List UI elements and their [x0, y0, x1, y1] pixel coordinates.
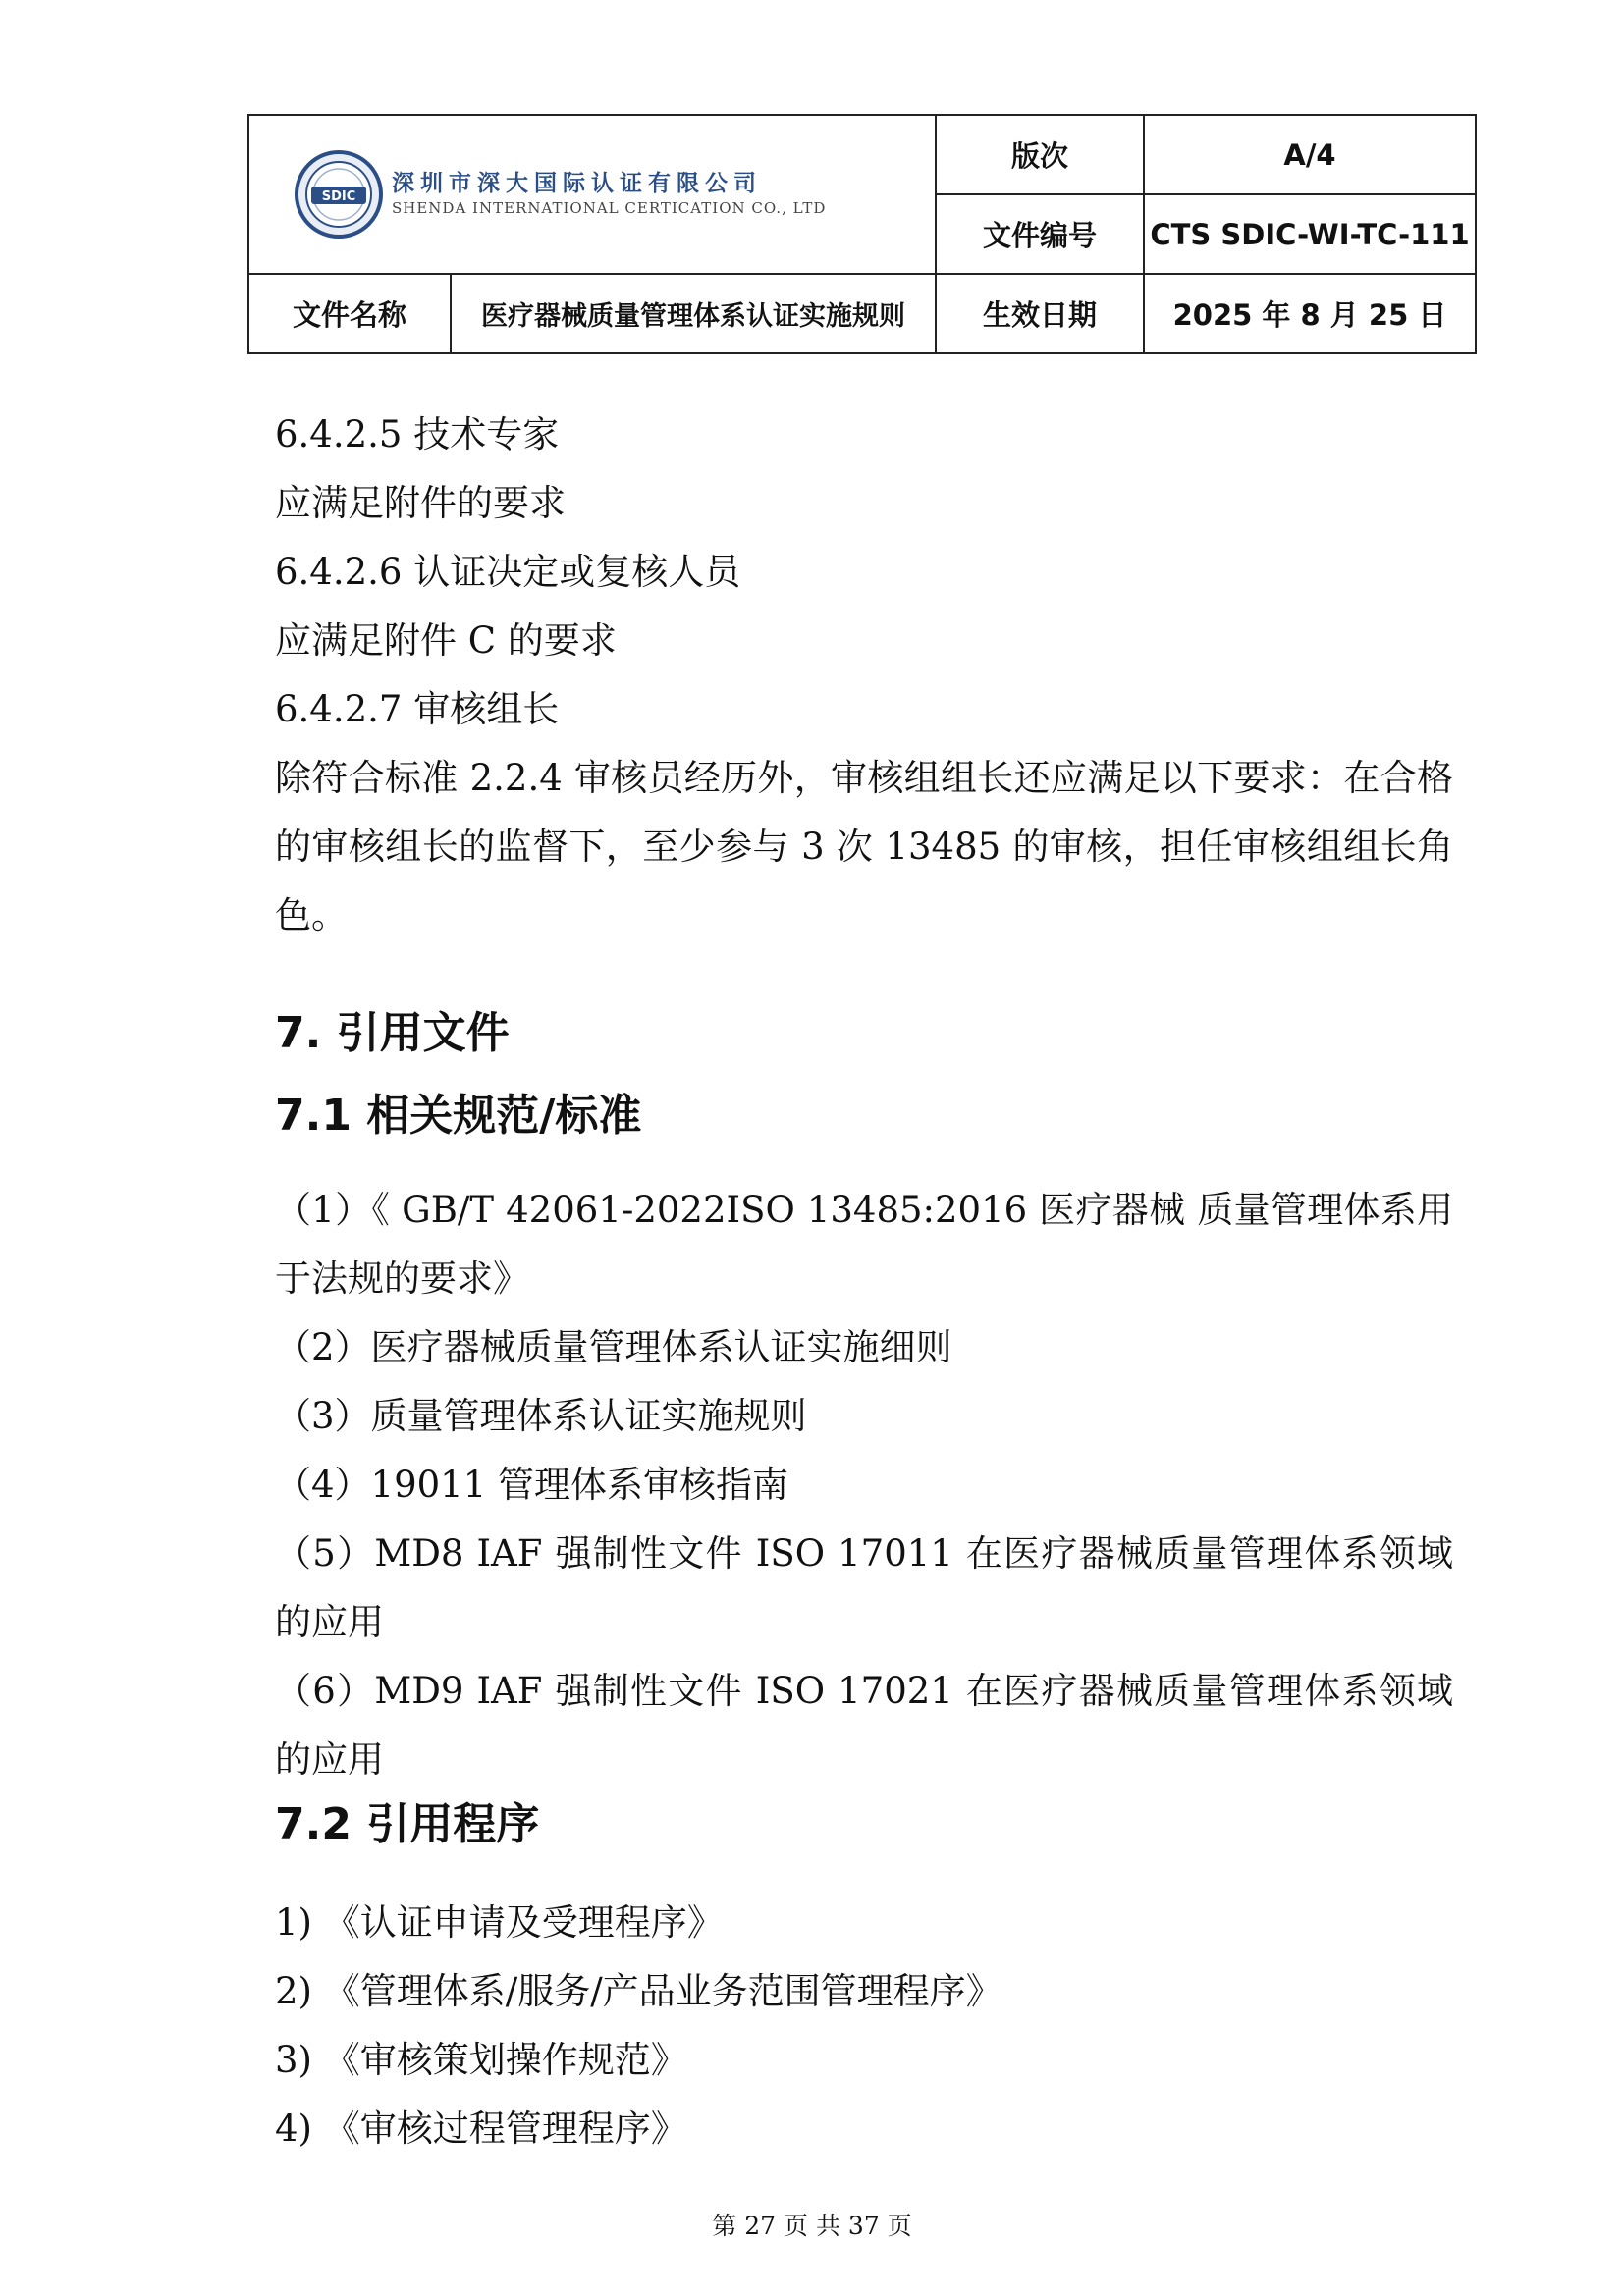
list-item: （6）MD9 IAF 强制性文件 ISO 17021 在医疗器械质量管理体系领域的应用	[275, 1670, 1453, 1781]
list-item: （2）医疗器械质量管理体系认证实施细则	[275, 1326, 952, 1368]
company-name-cn: 深圳市深大国际认证有限公司	[392, 171, 762, 197]
reference-procedures-list	[275, 1889, 1453, 2163]
effective-date-value: 2025 年 8 月 25 日	[1144, 274, 1476, 353]
doc-number-label: 文件编号	[936, 194, 1144, 274]
list-item: 3) 《审核策划操作规范》	[275, 2039, 687, 2081]
list-item: （5）MD8 IAF 强制性文件 ISO 17011 在医疗器械质量管理体系领域的应用	[275, 1532, 1453, 1643]
page-number: 第 27 页 共 37 页	[712, 2212, 912, 2240]
doc-name-label: 文件名称	[248, 274, 451, 353]
section-7-1-heading: 7.1 相关规范/标准	[275, 1091, 642, 1141]
company-logo-cell	[248, 115, 936, 274]
effective-date-label: 生效日期	[936, 274, 1144, 353]
doc-name-value: 医疗器械质量管理体系认证实施规则	[451, 274, 936, 353]
company-logo-icon	[294, 149, 384, 240]
reference-standards-list	[275, 1176, 1453, 1794]
section-7-2-heading: 7.2 引用程序	[275, 1799, 540, 1849]
list-item: 2) 《管理体系/服务/产品业务范围管理程序》	[275, 1970, 1002, 2012]
section-6-4-2-5-text: 应满足附件的要求	[275, 482, 566, 524]
section-6-4-2-7-title: 6.4.2.7 审核组长	[275, 688, 560, 730]
section-6-4-2-6-title: 6.4.2.6 认证决定或复核人员	[275, 551, 741, 593]
list-item: （1）《 GB/T 42061-2022ISO 13485:2016 医疗器械 质量管理体系用于法规的要求》	[275, 1189, 1453, 1300]
section-6-4-2-7-text: 除符合标准 2.2.4 审核员经历外，审核组组长还应满足以下要求：在合格的审核组长的监督下，至少参与 3 次 13485 的审核，担任审核组组长角色。	[275, 757, 1453, 936]
version-label: 版次	[936, 115, 1144, 194]
company-name-en: SHENDA INTERNATIONAL CERTICATION CO., LTD	[392, 199, 827, 218]
list-item: 1) 《认证申请及受理程序》	[275, 1901, 724, 1944]
section-7-heading: 7. 引用文件	[275, 1008, 510, 1058]
doc-number-value: CTS SDIC-WI-TC-111	[1144, 194, 1476, 274]
logo-text: SDIC	[321, 189, 356, 204]
section-6-4-2-6-text: 应满足附件 C 的要求	[275, 619, 617, 662]
document-body	[275, 400, 1453, 2163]
section-6-4-2-5-title: 6.4.2.5 技术专家	[275, 413, 560, 455]
document-header-table	[247, 114, 1477, 354]
list-item: 4) 《审核过程管理程序》	[275, 2108, 687, 2150]
list-item: （3）质量管理体系认证实施规则	[275, 1395, 807, 1437]
list-item: （4）19011 管理体系审核指南	[275, 1464, 789, 1506]
version-value: A/4	[1144, 115, 1476, 194]
